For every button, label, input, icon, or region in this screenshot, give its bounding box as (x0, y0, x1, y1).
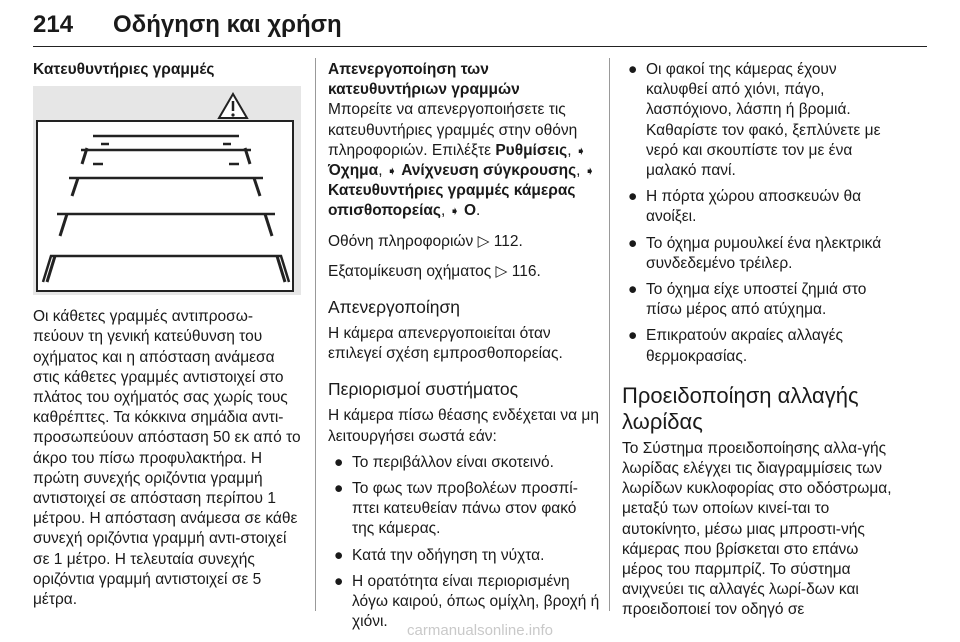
page-title: Οδήγηση και χρήση (113, 11, 342, 38)
list-item: ● Επικρατούν ακραίες αλλαγές θερμοκρασίας. (628, 327, 843, 365)
arrow-icon: ➧ (449, 204, 460, 219)
guidelines-description: Οι κάθετες γραμμές αντιπροσω-πεύουν τη γενική κατεύθυνση του οχήματος και η απόσταση ανάμεσα στις κάθετες γραμμές αντιστοιχεί στο πλάτος του οχήματός σας χωρίς τους καθρέπτες. Τα κόκκινα σημάδια αντι-προσωπεύουν απόσταση 50 εκ από το άκρο του πίσω προφυλακτήρα. Η πρώτη συνεχής οριζόντια γραμμή αντιστοιχεί σε απόσταση περίπου 1 μέτρου. Η απόσταση ανάμεσα σε κάθε συνεχή οριζόντια γραμμή αντι-στοιχεί σε 1 μέτρο. Η τελευταία συνεχής οριζόντια γραμμή αντιστοιχεί σε 5 μέτρα. (33, 308, 301, 609)
section-heading: Απενεργοποίηση (328, 297, 461, 318)
list-item: ● Η ορατότητα είναι περιορισμένη λόγω καιρού, όπως ομίχλη, βροχή ή χιόνι. (334, 572, 600, 631)
guidelines-illustration (33, 86, 301, 295)
page-header (0, 0, 960, 50)
list-item: ● Το φως των προβολέων προσπί-πτει κατευθείαν πάνω στον φακό της κάμερας. (334, 480, 578, 538)
list-item: ● Το όχημα είχε υποστεί ζημιά στο πίσω μέρος από ατύχημα. (628, 281, 867, 319)
list-item: ● Το περιβάλλον είναι σκοτεινό. (334, 453, 554, 471)
subsection-heading: Απενεργοποίηση των κατευθυντήριων γραμμών (328, 61, 520, 99)
limitations-text: Η κάμερα πίσω θέασης ενδέχεται να μη λειτουργήσει σωστά εάν: (328, 407, 599, 445)
list-item: ● Η πόρτα χώρου αποσκευών θα ανοίξει. (628, 188, 862, 226)
column-3 (622, 60, 902, 631)
arrow-icon: ➧ (386, 164, 397, 179)
header-divider (33, 46, 927, 47)
column-1 (33, 60, 301, 620)
section-heading: Κατευθυντήριες γραμμές (33, 61, 215, 78)
cross-reference: Οθόνη πληροφοριών ▷ 112. (328, 232, 523, 250)
watermark: carmanualsonline.info (407, 622, 553, 639)
limitations-list-continued (622, 60, 902, 367)
deactivate-guidelines-text: Μπορείτε να απενεργοποιήσετε τις κατευθυντήριες γραμμές στην οθόνη πληροφοριών. Επιλέξτε Ρυθμίσεις, ➧ Όχημα, ➧ Ανίχνευση σύγκρουσης, ➧ Κατευθυντήριες γραμμές κάμερας οπισθοπορείας, ➧ Ο. (328, 101, 595, 220)
list-item: ● Οι φακοί της κάμερας έχουν καλυφθεί από χιόνι, πάγο, λασπόχιονο, λάσπη ή βρομιά. Καθαρίστε τον φακό, ξεπλύνετε με νερό και σκουπίστε τον με ένα μαλακό πανί. (628, 61, 881, 180)
arrow-icon: ➧ (575, 143, 586, 158)
list-item: ● Κατά την οδήγηση τη νύχτα. (334, 546, 545, 564)
off-symbol: Ο (463, 202, 477, 220)
column-divider (609, 58, 610, 611)
page-number: 214 (33, 11, 74, 38)
rear-camera-guidelines-figure (33, 86, 301, 295)
list-item: ● Το όχημα ρυμουλκεί ένα ηλεκτρικά συνδεδεμένο τρέιλερ. (628, 234, 882, 272)
column-2 (328, 60, 600, 638)
cross-reference: Εξατομίκευση οχήματος ▷ 116. (328, 262, 541, 280)
lane-departure-text: Το Σύστημα προειδοποίησης αλλα-γής λωρίδας ελέγχει τις διαγραμμίσεις των λωρίδων κυκλοφορίας στο οδόστρωμα, μεταξύ των οποίων κινεί-ται το αυτοκίνητο, μέσω μιας μπροστι-νής κάμερας που βρίσκεται στο επάνω μέρος του παρμπρίζ. Το σύστημα ανιχνεύει τις αλλαγές λωρί-δων και προειδοποιεί τον οδηγό σε (622, 439, 892, 619)
limitations-list (328, 453, 600, 633)
deactivation-text: Η κάμερα απενεργοποιείται όταν επιλεγεί σχέση εμπροσθοπορείας. (328, 325, 563, 363)
section-heading: Περιορισμοί συστήματος (328, 379, 519, 400)
chapter-heading: Προειδοποίηση αλλαγής λωρίδας (622, 382, 859, 434)
arrow-icon: ➧ (584, 164, 595, 179)
column-divider (315, 58, 316, 611)
